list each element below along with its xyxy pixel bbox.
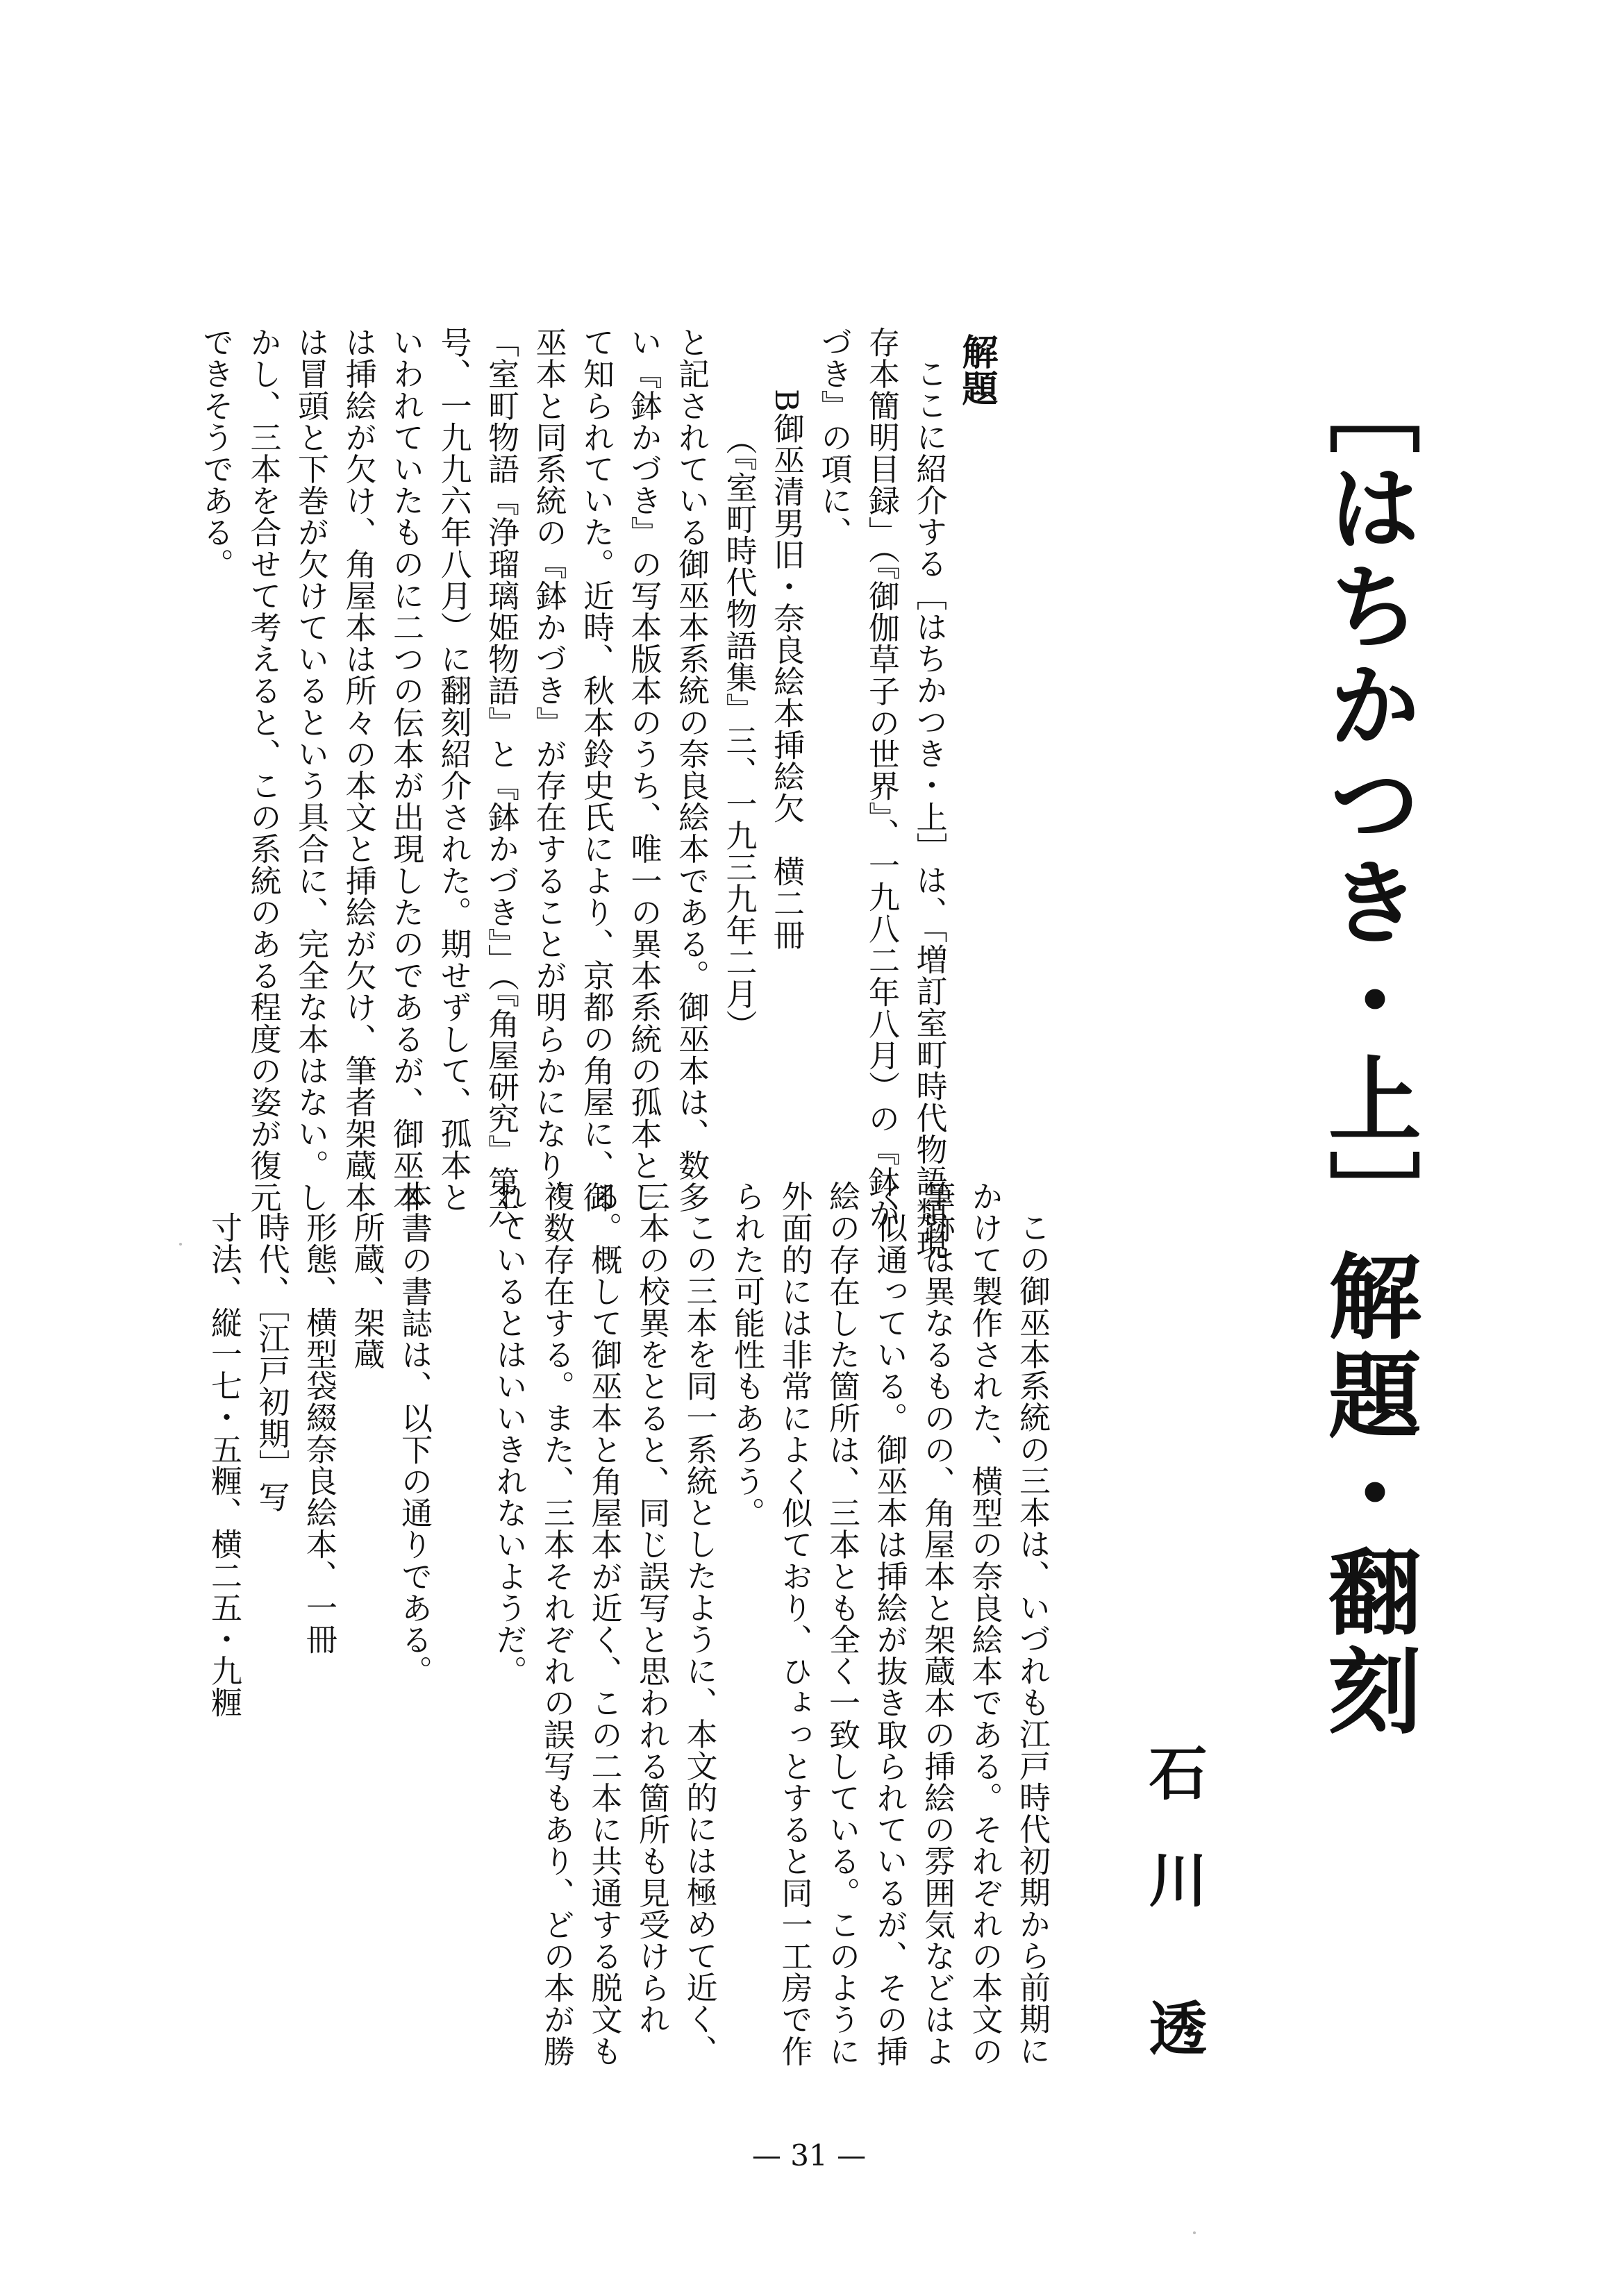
bibliography-intro-line: 本書の書誌は、以下の通りである。	[396, 1180, 433, 1687]
paragraph-line: 外面的には非常によく似ており、ひょっとすると同一工房で作	[776, 1180, 813, 2067]
author-family-name: 石川	[1140, 1743, 1208, 1956]
paragraph-line: と記されている御巫本系統の奈良絵本である。御巫本は、数多	[673, 326, 710, 1213]
paragraph-line: られた可能性もあろう。	[728, 1180, 765, 1529]
paragraph-line: 号、一九九六年八月）に翻刻紹介された。期せずして、孤本と	[435, 326, 472, 1213]
paragraph-line: て知られていた。近時、秋本鈴史氏により、京都の角屋に、御	[578, 326, 615, 1213]
paragraph-line: この三本を同一系統としたように、本文的には極めて近く、	[681, 1212, 718, 2067]
catalog-source-line: （『室町時代物語集』三、一九三九年二月）	[720, 424, 758, 1041]
upper-text-block	[132, 326, 1000, 1260]
paragraph-line: い『鉢かづき』の写本版本のうち、唯一の異本系統の孤本とし	[625, 326, 662, 1213]
paragraph-line: は冒頭と下巻が欠けているという具合に、完全な本はない。し	[292, 326, 329, 1213]
paragraph-line: 存本簡明目録」（『御伽草子の世界』、一九八二年八月）の『鉢か	[863, 326, 900, 1230]
paragraph-line: 巫本と同系統の『鉢かづき』が存在することが明らかになり、	[530, 326, 567, 1213]
author-name	[1125, 1743, 1215, 2105]
paragraph-line: かし、三本を合せて考えると、この系統のある程度の姿が復元	[244, 326, 282, 1213]
paragraph-line: 複数存在する。また、三本それぞれの誤写もあり、どの本が勝	[538, 1180, 575, 2067]
paragraph-line: れているとはいいきれないようだ。	[490, 1180, 528, 1687]
paragraph-line: は挿絵が欠け、角屋本は所々の本文と挿絵が欠け、筆者架蔵本	[340, 326, 377, 1213]
article-title: ［はちかつき・上］解題・翻刻	[1313, 361, 1423, 1741]
paragraph-line: ここに紹介する［はちかつき・上］は、「増訂室町時代物語類現	[910, 358, 948, 1260]
paragraph-line: 筆跡は異なるものの、角屋本と架蔵本の挿絵の雰囲気などはよ	[919, 1180, 956, 2067]
bibliography-item: 所蔵、架蔵	[348, 1212, 385, 1370]
paragraph-line: この御巫本系統の三本は、いづれも江戸時代初期から前期に	[1014, 1212, 1051, 2067]
paper-speck	[179, 1243, 182, 1246]
paragraph-line: く似通っている。御巫本は挿絵が抜き取られているが、その挿	[871, 1180, 908, 2067]
author-given-name: 透	[1140, 1998, 1208, 2105]
lower-text-block	[132, 1180, 1056, 2118]
paragraph-line: づき』の項に、	[815, 326, 853, 548]
paragraph-line: 三本の校異をとると、同じ誤写と思われる箇所も見受けられ	[633, 1180, 670, 2036]
paragraph-line: いわれていたものに二つの伝本が出現したのであるが、御巫本	[387, 326, 424, 1213]
paragraph-line: 「室町物語『浄瑠璃姫物語』と『鉢かづき』」（『角屋研究』第六	[483, 326, 519, 1230]
paragraph-line: る。概して御巫本と角屋本が近く、この二本に共通する脱文も	[585, 1180, 623, 2067]
bibliography-item: 寸法、縦一七・五糎、横二五・九糎	[206, 1212, 242, 1718]
paragraph-line: かけて製作された、横型の奈良絵本である。それぞれの本文の	[966, 1180, 1003, 2067]
bibliography-item: 形態、横型袋綴奈良絵本、一冊	[301, 1212, 337, 1655]
page-number: — 31 —	[751, 2138, 867, 2172]
section-heading: 解題	[956, 333, 998, 407]
bibliography-item: 時代、［江戸初期］写	[253, 1212, 290, 1513]
catalog-entry-line: B御巫清男旧・奈良絵本挿絵欠 横二冊	[768, 389, 805, 950]
paragraph-line: できそうである。	[197, 326, 234, 580]
paragraph-line: 絵の存在した箇所は、三本とも全く一致している。このように	[824, 1180, 860, 2067]
paper-speck	[1193, 2231, 1196, 2234]
